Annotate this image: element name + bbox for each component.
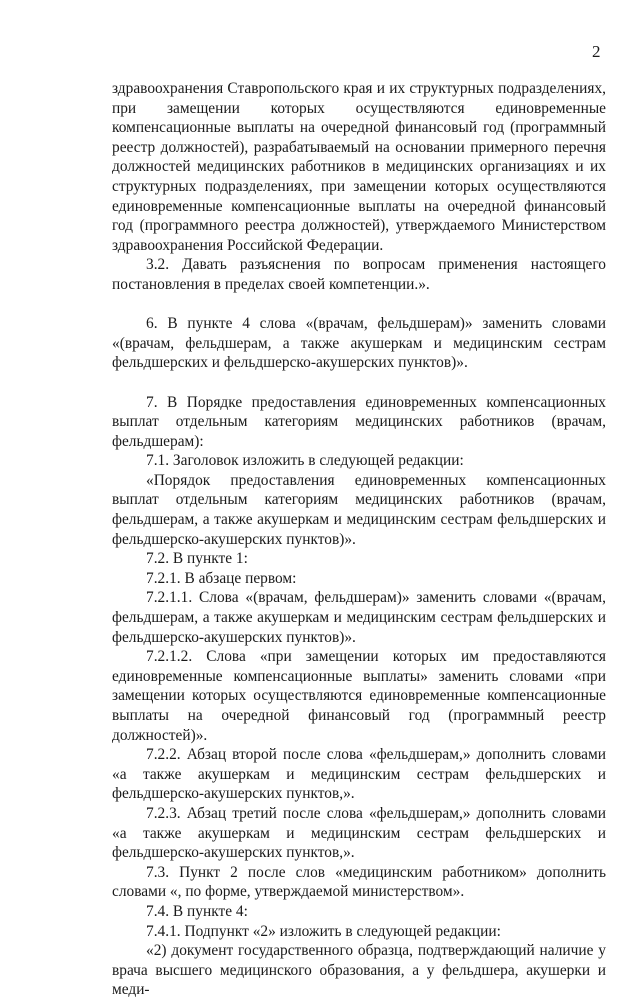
paragraph-7-2-1-2: 7.2.1.2. Слова «при замещении которых им предоставляются единовременные компенсационные выплаты» заменить словами «при замещении которых осуществляются единовременные компенсационные выплаты на очередной финансовый год (программный реестр должностей)». <box>112 648 606 744</box>
document-body <box>112 79 606 1000</box>
paragraph-7-3: 7.3. Пункт 2 после слов «медицинским работником» дополнить словами «, по форме, утверждаемой министерством». <box>112 863 606 901</box>
paragraph-continuation: здравоохранения Ставропольского края и их структурных подразделениях, при замещении которых осуществляются единовременные компенсационные выплаты на очередной финансовый год (программный реестр должностей), разрабатываемый на основании примерного перечня должностей медицинских работников в медицинских организациях и их структурных подразделениях, при замещении которых осуществляются единовременные компенсационные выплаты на очередной финансовый год (программного реестра должностей), утверждаемого Министерством здравоохранения Российской Федерации. <box>112 80 606 254</box>
paragraph-7-2-2: 7.2.2. Абзац второй после слова «фельдшерам,» дополнить словами «а также акушеркам и медицинским сестрам фельдшерских и фельдшерско-акушерских пунктов,». <box>112 746 606 803</box>
page-number: 2 <box>592 42 601 61</box>
paragraph-6: 6. В пункте 4 слова «(врачам, фельдшерам)» заменить словами «(врачам, фельдшерам, а также акушеркам и медицинским сестрам фельдшерских и фельдшерско-акушерских пунктов)». <box>112 315 606 372</box>
paragraph-7-1: 7.1. Заголовок изложить в следующей редакции: <box>146 452 464 470</box>
paragraph-7-2-1: 7.2.1. В абзаце первом: <box>146 569 297 587</box>
paragraph-7-2-1-1: 7.2.1.1. Слова «(врачам, фельдшерам)» заменить словами «(врачам, фельдшерам, а также акушеркам и медицинским сестрам фельдшерских и фельдшерско-акушерских пунктов)». <box>112 589 606 646</box>
paragraph-7-4: 7.4. В пункте 4: <box>146 902 248 920</box>
paragraph-7-2: 7.2. В пункте 1: <box>146 550 248 568</box>
paragraph-7-2-3: 7.2.3. Абзац третий после слова «фельдшерам,» дополнить словами «а также акушеркам и медицинским сестрам фельдшерских и фельдшерско-акушерских пунктов,». <box>112 804 606 862</box>
paragraph-3-2: 3.2. Давать разъяснения по вопросам применения настоящего постановления в пределах своей компетенции.». <box>112 256 606 293</box>
paragraph-7-4-1-text: «2) документ государственного образца, подтверждающий наличие у врача высшего медицинского образования, а у фельдшера, акушерки и меди- <box>112 942 606 999</box>
paragraph-7-4-1: 7.4.1. Подпункт «2» изложить в следующей редакции: <box>146 922 501 940</box>
paragraph-7-1-title: «Порядок предоставления единовременных компенсационных выплат отдельным категориям медицинских работников (врачам, фельдшерам, а также акушеркам и медицинским сестрам фельдшерских и фельдшерско-акушерских пунктов)». <box>112 471 606 548</box>
paragraph-7: 7. В Порядке предоставления единовременных компенсационных выплат отдельным категориям медицинских работников (врачам, фельдшерам): <box>112 393 606 450</box>
